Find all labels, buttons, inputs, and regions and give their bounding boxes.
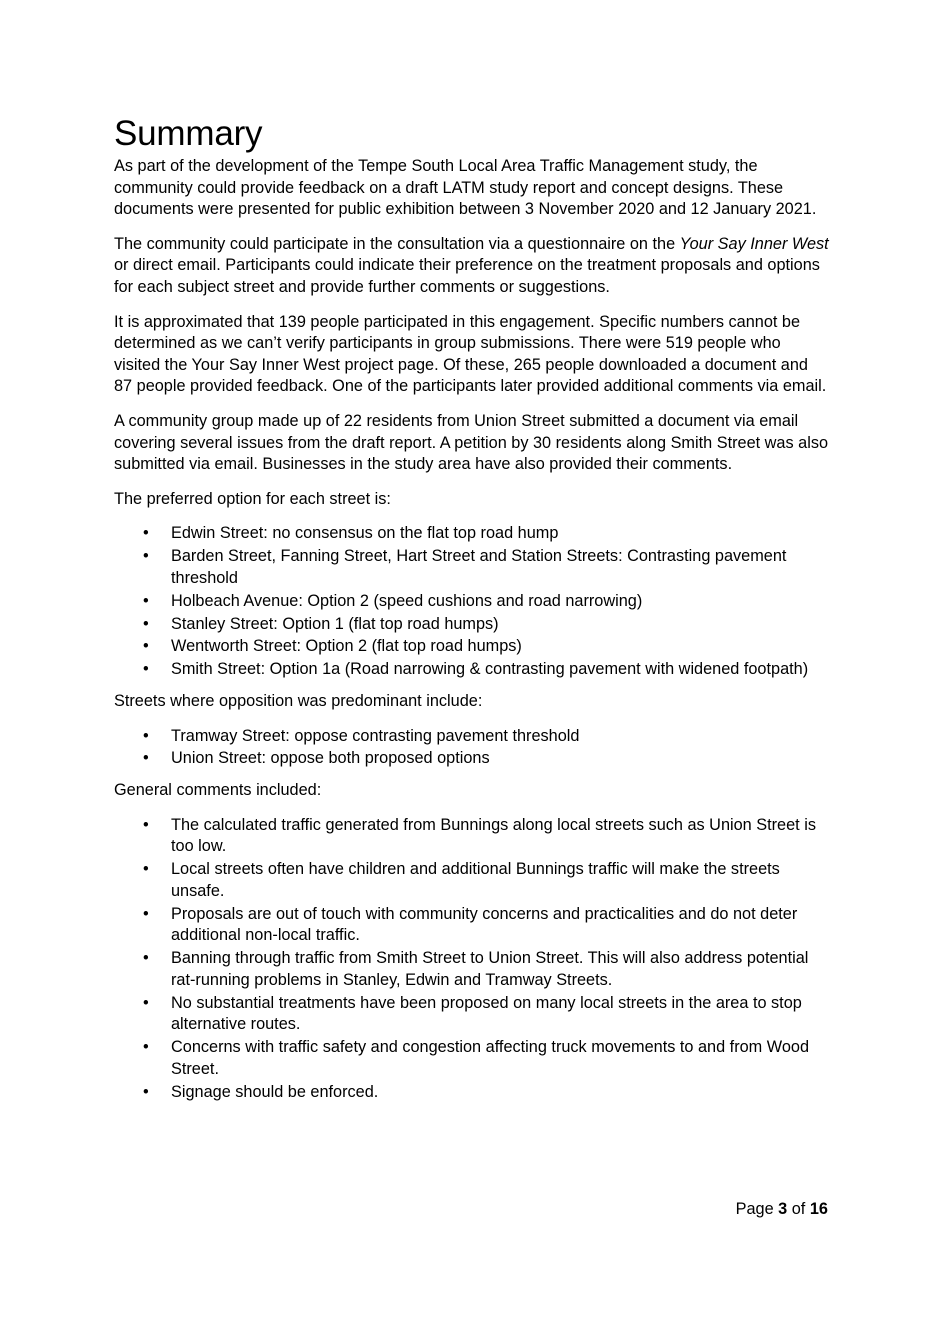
page-number-footer [114,1199,828,1221]
opposition-intro: Streets where opposition was predominant include: [114,691,483,710]
page-word: Page [735,1200,774,1218]
bullet-icon: • [143,904,149,923]
list-item-text: No substantial treatments have been proposed on many local streets in the area to stop alternative routes. [171,993,802,1034]
list-item [114,815,830,858]
list-item-text: Barden Street, Fanning Street, Hart Street and Station Streets: Contrasting pavement threshold [171,547,787,587]
list-item-text: Signage should be enforced. [171,1082,379,1101]
list-item [114,614,830,636]
list-item [114,1082,830,1104]
list-item [114,636,830,658]
list-item [114,659,830,681]
italic-text: Your Say Inner West [679,234,829,253]
bullet-icon: • [143,993,149,1012]
list-item-text: Union Street: oppose both proposed options [171,749,490,768]
list-item-text: Stanley Street: Option 1 (flat top road humps) [171,614,499,633]
bullet-icon: • [143,547,149,566]
list-item-text: Wentworth Street: Option 2 (flat top road humps) [171,637,522,656]
list-item [114,993,830,1036]
list-item [114,948,830,991]
bullet-icon: • [143,1082,149,1101]
list-item [114,523,830,545]
bullet-icon: • [143,591,149,610]
list-item [114,859,830,902]
list-item-text: Tramway Street: oppose contrasting pavement threshold [171,726,580,745]
list-item-text: The calculated traffic generated from Bunnings along local streets such as Union Street is too low. [171,815,816,856]
list-item [114,546,830,589]
summary-paragraph-3: It is approximated that 139 people participated in this engagement. Specific numbers cannot be determined as we can’t verify participants in group submissions. There were 519 people who visited the Your Say Inner West project page. Of these, 265 people downloaded a document and 87 people provided feedback. One of the participants later provided additional comments via email. [114,312,827,396]
bullet-icon: • [143,949,149,968]
list-item-text: Banning through traffic from Smith Street to Union Street. This will also address potential rat-running problems in Stanley, Edwin and Tramway Streets. [171,949,809,989]
list-item [114,726,830,748]
summary-paragraph-1: As part of the development of the Tempe South Local Area Traffic Management study, the community could provide feedback on a draft LATM study report and concept designs. These documents were presented for public exhibition between 3 November 2020 and 12 January 2021. [114,157,817,219]
bullet-icon: • [143,1038,149,1057]
list-item-text: Holbeach Avenue: Option 2 (speed cushions and road narrowing) [171,591,643,610]
preferred-list [114,523,830,681]
bullet-icon: • [143,860,149,879]
list-item [114,1037,830,1080]
list-item-text: Concerns with traffic safety and congestion affecting truck movements to and from Wood Street. [171,1038,810,1078]
bullet-icon: • [143,726,149,745]
list-item [114,591,830,613]
summary-paragraph-2 [114,234,830,299]
bullet-icon: • [143,815,149,834]
list-item-text: Smith Street: Option 1a (Road narrowing & contrasting pavement with widened footpath) [171,660,809,679]
general-comments-list [114,815,830,1104]
paragraph-text: The community could participate in the consultation via a questionnaire on the [114,234,680,253]
paragraph-text: or direct email. Participants could indicate their preference on the treatment proposals and options for each subject street and provide further comments or suggestions. [114,256,820,296]
summary-paragraph-4: A community group made up of 22 residents from Union Street submitted a document via email covering several issues from the draft report. A petition by 30 residents along Smith Street was also submitted via email. Businesses in the study area have also provided their comments. [114,411,829,474]
list-item-text: Proposals are out of touch with community concerns and practicalities and do not deter additional non-local traffic. [171,904,798,945]
list-item [114,904,830,947]
bullet-icon: • [143,660,149,679]
bullet-icon: • [143,524,149,543]
preferred-intro: The preferred option for each street is: [114,489,391,508]
bullet-icon: • [143,637,149,656]
bullet-icon: • [143,614,149,633]
opposition-list [114,726,830,770]
general-intro: General comments included: [114,781,322,800]
of-word: of [791,1200,806,1218]
list-item [114,748,830,770]
list-item-text: Edwin Street: no consensus on the flat top road hump [171,524,559,543]
total-page-count: 16 [809,1200,828,1218]
list-item-text: Local streets often have children and additional Bunnings traffic will make the streets unsafe. [171,860,780,900]
current-page-number: 3 [778,1200,788,1218]
document-page [114,112,830,1113]
page-title: Summary [114,114,263,153]
bullet-icon: • [143,749,149,768]
